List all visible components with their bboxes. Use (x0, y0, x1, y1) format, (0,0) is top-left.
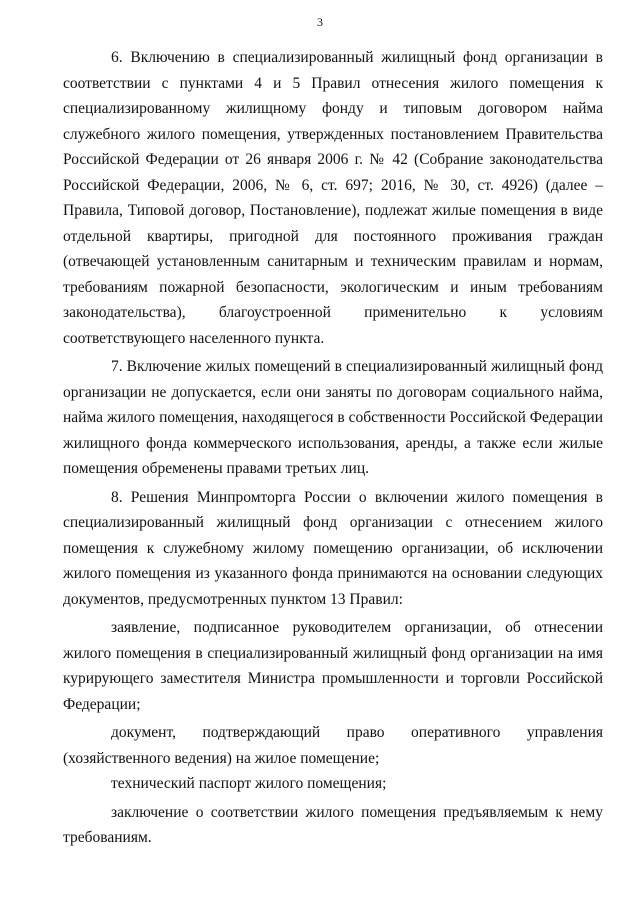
document-body (63, 45, 603, 851)
paragraph-6: 6. Включению в специализированный жилищный фонд организации в соответствии с пунктами 4 и 5 Правил отнесения жилого помещения к специализированному жилищному фонду и типовым договором найма служебного жилого помещения, утвержденных постановлением Правительства Российской Федерации от 26 января 2006 г. № 42 (Собрание законодательства Российской Федерации, 2006, № 6, ст. 697; 2016, № 30, ст. 4926) (далее – Правила, Типовой договор, Постановление), подлежат жилые помещения в виде отдельной квартиры, пригодной для постоянного проживания граждан (отвечающей установленным санитарным и техническим правилам и нормам, требованиям пожарной безопасности, экологическим и иным требованиям законодательства), благоустроенной применительно к условиям соответствующего населенного пункта. (63, 49, 603, 347)
document-item-application: заявление, подписанное руководителем организации, об отнесении жилого помещения в специализированный жилищный фонд организации на имя курирующего заместителя Министра промышленности и торговли Российской Федерации; (63, 619, 603, 713)
document-item-ownership: документ, подтверждающий право оперативного управления (хозяйственного ведения) на жилое помещение; (63, 724, 603, 767)
paragraph-8: 8. Решения Минпромторга России о включении жилого помещения в специализированный жилищный фонд организации с отнесением жилого помещения к служебному жилому помещению организации, об исключении жилого помещения из указанного фонда принимаются на основании следующих документов, предусмотренных пунктом 13 Правил: (63, 488, 603, 608)
paragraph-7: 7. Включение жилых помещений в специализированный жилищный фонд организации не допускается, если они заняты по договорам социального найма, найма жилого помещения, находящегося в собственности Российской Федерации жилищного фонда коммерческого использования, аренды, а также если жилые помещения обременены правами третьих лиц. (63, 358, 603, 477)
document-item-conclusion: заключение о соответствии жилого помещения предъявляемым к нему требованиям. (63, 803, 603, 846)
document-item-technical-passport: технический паспорт жилого помещения; (111, 775, 387, 792)
page-number: 3 (317, 15, 323, 29)
